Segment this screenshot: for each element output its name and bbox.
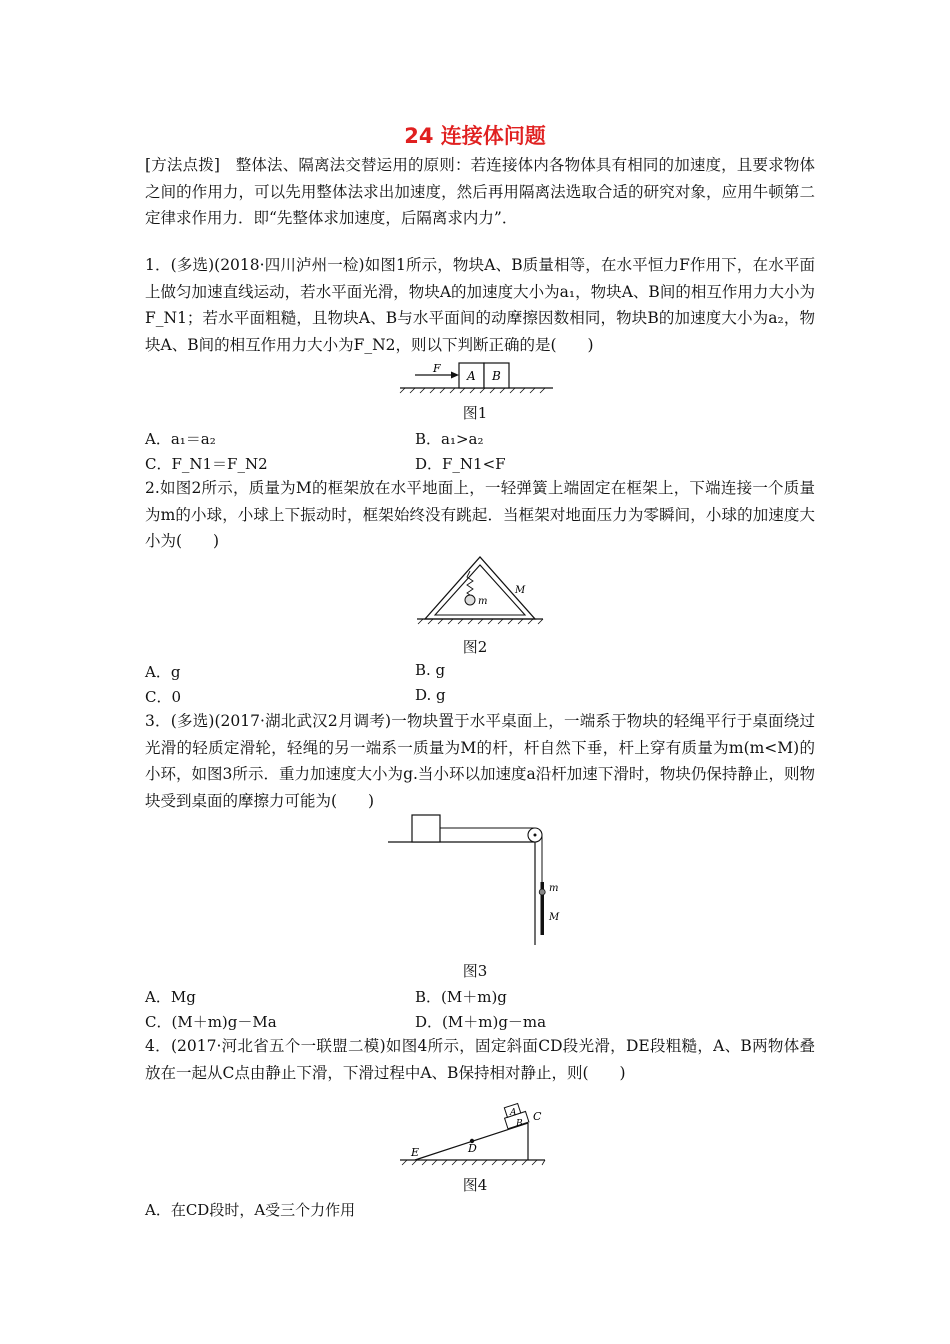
ring [539, 889, 545, 895]
label-b: B [516, 1119, 523, 1129]
figure-2 [415, 555, 545, 627]
figure-2-caption: 图2 [462, 638, 488, 656]
q1-option-a: A．a₁＝a₂ [145, 430, 216, 448]
q3-option-d: D．(M＋m)g－ma [415, 1013, 547, 1031]
label-c: C [533, 1110, 542, 1123]
label-b: B [492, 369, 501, 383]
frame-inner [435, 565, 525, 615]
figure-4 [395, 1088, 555, 1168]
ball [465, 595, 475, 605]
q1-option-b: B．a₁>a₂ [415, 430, 484, 448]
q2-option-d: D. g [415, 686, 446, 704]
spring [467, 571, 473, 595]
label-d: D [468, 1142, 477, 1155]
figure-4-caption: 图4 [462, 1176, 488, 1194]
figure-1-caption: 图1 [462, 404, 488, 422]
block [412, 815, 440, 842]
page-title: 24 连接体问题 [404, 124, 546, 148]
q2-option-c: C．0 [145, 688, 182, 706]
question-2-stem: 2.如图2所示，质量为M的框架放在水平地面上，一轻弹簧上端固定在框架上，下端连接一个质量为m的小球，小球上下振动时，框架始终没有跳起．当框架对地面压力为零瞬间，小球的加速度大小为( ) [145, 479, 815, 550]
q3-option-b: B．(M＋m)g [415, 988, 507, 1006]
figure-3-caption: 图3 [462, 962, 488, 980]
label-a: A [467, 369, 476, 383]
q4-option-a: A．在CD段时，A受三个力作用 [145, 1201, 356, 1219]
figure-1 [395, 360, 555, 395]
q3-option-c: C．(M＋m)g－Ma [145, 1013, 277, 1031]
method-tip: [方法点拨] 整体法、隔离法交替运用的原则：若连接体内各物体具有相同的加速度，且要求物体之间的作用力，可以先用整体法求出加速度，然后再用隔离法选取合适的研究对象，应用牛顿第二定律求作用力．即“先整体求加速度，后隔离求内力”． [145, 156, 815, 227]
question-4-stem: 4．(2017·河北省五个一联盟二模)如图4所示，固定斜面CD段光滑，DE段粗糙，A、B两物体叠放在一起从C点由静止下滑，下滑过程中A、B保持相对静止，则( ) [145, 1037, 815, 1082]
question-3-stem: 3．(多选)(2017·湖北武汉2月调考)一物块置于水平桌面上，一端系于物块的轻绳平行于桌面绕过光滑的轻质定滑轮，轻绳的另一端系一质量为M的杆，杆自然下垂，杆上穿有质量为m(m<M)的小环，如图3所示．重力加速度大小为g.当小环以加速度a沿杆加速下滑时，物块仍保持静止，则物块受到桌面的摩擦力可能为( ) [145, 712, 815, 810]
q2-option-b: B. g [415, 661, 446, 679]
q3-option-a: A．Mg [145, 988, 196, 1006]
label-M: M [515, 585, 526, 596]
label-m: m [549, 883, 559, 894]
label-force: F [433, 362, 441, 375]
label-a: A [510, 1108, 517, 1118]
label-m: m [478, 596, 488, 607]
figure-3 [385, 812, 560, 947]
q1-option-d: D．F_N1<F [415, 455, 506, 473]
q2-option-a: A．g [145, 663, 181, 681]
label-M: M [549, 912, 560, 923]
label-e: E [411, 1146, 420, 1159]
question-1-stem: 1．(多选)(2018·四川泸州一检)如图1所示，物块A、B质量相等，在水平恒力F作用下，在水平面上做匀加速直线运动，若水平面光滑，物块A的加速度大小为a₁，物块A、B间的相互作用力大小为F_N1；若水平面粗糙，且物块A、B与水平面间的动摩擦因数相同，物块B的加速度大小为a₂，物块A、B间的相互作用力大小为F_N2，则以下判断正确的是( ) [145, 256, 815, 354]
q1-option-c: C．F_N1＝F_N2 [145, 455, 268, 473]
